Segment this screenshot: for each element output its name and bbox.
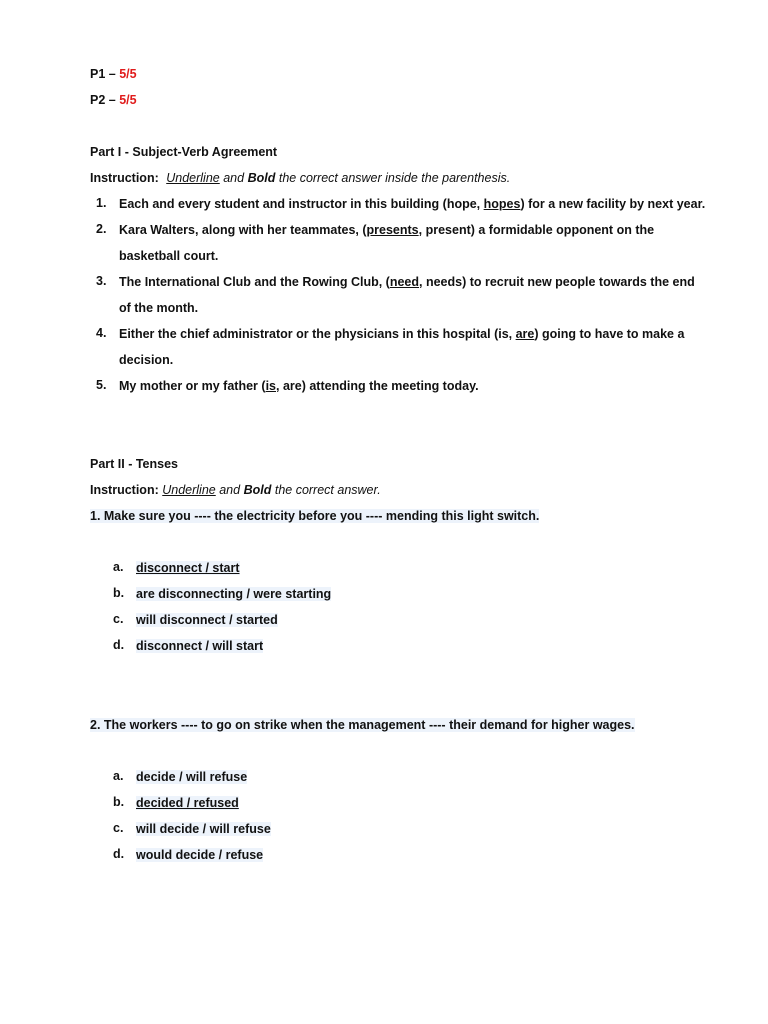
part1-item-number: 4.	[96, 326, 107, 340]
part2-instruction-rest: the correct answer.	[274, 483, 381, 497]
part2-instruction-bold: Bold	[243, 483, 272, 497]
option-d	[136, 638, 263, 654]
item-text: , present) a formidable opponent on the	[418, 223, 655, 237]
option-letter: d.	[113, 847, 125, 861]
part1-item-number: 2.	[96, 222, 107, 236]
part1-heading: Part I - Subject-Verb Agreement	[90, 145, 278, 159]
part1-item-4	[119, 326, 684, 342]
option-text: would decide / refuse	[136, 848, 264, 862]
item-text: ) for a new facility by next year.	[520, 197, 706, 211]
part2-instruction-label: Instruction:	[90, 483, 159, 497]
option-letter: a.	[113, 560, 124, 574]
part1-item-2-continuation: basketball court.	[119, 249, 219, 263]
score-p1-value: 5/5	[119, 67, 137, 81]
item-text: , are) attending the meeting today.	[276, 379, 479, 393]
part1-item-number: 3.	[96, 274, 107, 288]
part2-question-1	[90, 508, 539, 524]
part2-instruction-underline: Underline	[162, 483, 216, 497]
item-answer: presents	[366, 223, 419, 237]
part2-question-2	[90, 717, 635, 733]
option-letter: b.	[113, 586, 125, 600]
item-answer: is	[265, 379, 276, 393]
part1-instruction-bold: Bold	[247, 171, 276, 185]
option-d	[136, 847, 263, 863]
question-prompt: 2. The workers ---- to go on strike when the management ---- their demand for higher wages.	[90, 718, 635, 732]
item-text: , needs) to recruit new people towards the end	[419, 275, 695, 289]
option-letter: d.	[113, 638, 125, 652]
item-text: Either the chief administrator or the physicians in this hospital (is,	[119, 327, 516, 341]
part1-item-3-continuation: of the month.	[119, 301, 199, 315]
score-p1	[90, 66, 137, 82]
part2-heading: Part II - Tenses	[90, 457, 178, 471]
item-text: Kara Walters, along with her teammates, (	[119, 223, 367, 237]
part1-item-4-continuation: decision.	[119, 353, 174, 367]
part1-item-3	[119, 274, 695, 290]
option-c	[136, 821, 271, 837]
option-a	[136, 560, 240, 576]
item-answer: are	[515, 327, 535, 341]
option-letter: b.	[113, 795, 125, 809]
score-p2-value: 5/5	[119, 93, 137, 107]
option-c	[136, 612, 278, 628]
option-text: are disconnecting / were starting	[136, 587, 332, 601]
part1-item-5	[119, 378, 479, 394]
question-prompt: 1. Make sure you ---- the electricity before you ---- mending this light switch.	[90, 509, 540, 523]
option-b	[136, 795, 239, 811]
score-p1-label: P1 –	[90, 67, 116, 81]
part1-item-1	[119, 196, 705, 212]
item-text: ) going to have to make a	[534, 327, 685, 341]
option-a	[136, 769, 247, 785]
option-text: will disconnect / started	[136, 613, 278, 627]
part2-instruction	[90, 482, 381, 498]
option-text: decided / refused	[136, 796, 239, 810]
part1-instruction-rest: the correct answer inside the parenthesis.	[278, 171, 511, 185]
item-answer: hopes	[483, 197, 521, 211]
item-answer: need	[389, 275, 420, 289]
part1-instruction-underline: Underline	[166, 171, 220, 185]
option-b	[136, 586, 331, 602]
item-text: Each and every student and instructor in this building (hope,	[119, 197, 484, 211]
option-text: will decide / will refuse	[136, 822, 271, 836]
part1-item-2	[119, 222, 654, 238]
part1-item-number: 1.	[96, 196, 107, 210]
part1-item-number: 5.	[96, 378, 107, 392]
option-letter: c.	[113, 612, 124, 626]
part1-instruction	[90, 170, 510, 186]
option-text: disconnect / will start	[136, 639, 264, 653]
option-letter: c.	[113, 821, 124, 835]
part1-instruction-label: Instruction:	[90, 171, 159, 185]
item-text: My mother or my father (	[119, 379, 266, 393]
option-text: decide / will refuse	[136, 770, 248, 784]
score-p2	[90, 92, 137, 108]
part1-instruction-and: and	[223, 171, 245, 185]
item-text: The International Club and the Rowing Club, (	[119, 275, 390, 289]
option-letter: a.	[113, 769, 124, 783]
option-text: disconnect / start	[136, 561, 240, 575]
score-p2-label: P2 –	[90, 93, 116, 107]
part2-instruction-and: and	[219, 483, 241, 497]
